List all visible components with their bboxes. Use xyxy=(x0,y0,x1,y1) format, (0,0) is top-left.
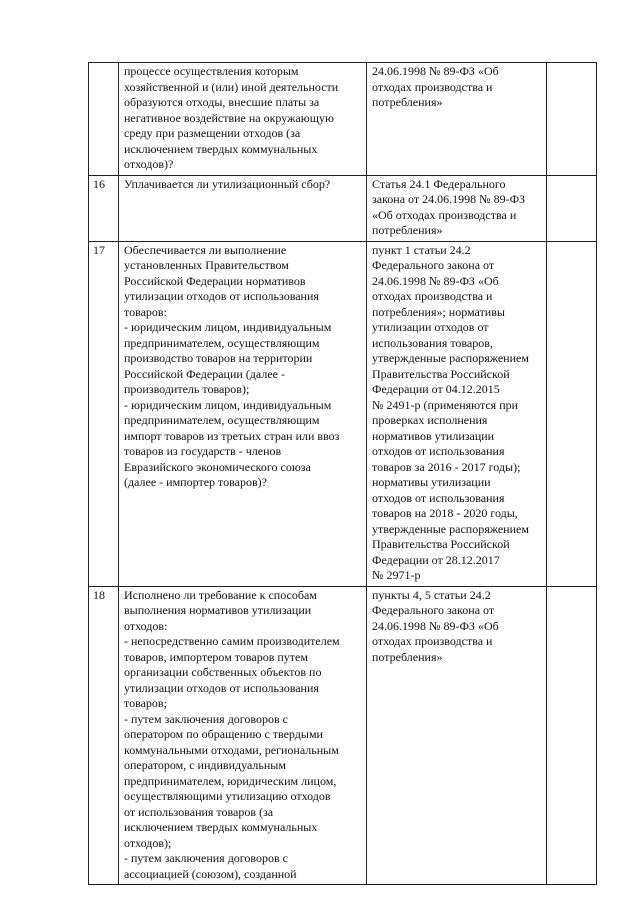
legal-reference-cell: пункт 1 статьи 24.2 Федерального закона от 24.06.1998 № 89-ФЗ «Об отходах производства и потребления»; нормативы утилизации отходов от использования товаров, утвержденные распоряжением Правительства Российской Федерации от 04.12.2015 № 2491-р (применяются при проверках исполнения нормативов утилизации отходов от использования товаров за 2016 - 2017 годы); нормативы утилизации отходов от использования товаров на 2018 - 2020 годы, утвержденные распоряжением Правительства Российской Федерации от 28.12.2017 № 2971-р xyxy=(367,241,547,586)
note-cell xyxy=(547,175,597,241)
table-row xyxy=(89,586,597,885)
checklist-table xyxy=(88,62,597,885)
legal-reference-cell: пункты 4, 5 статьи 24.2 Федерального закона от 24.06.1998 № 89-ФЗ «Об отходах производства и потребления» xyxy=(367,586,547,885)
note-cell xyxy=(547,586,597,885)
legal-reference-cell: 24.06.1998 № 89-ФЗ «Об отходах производства и потребления» xyxy=(367,63,547,176)
row-number-cell xyxy=(89,63,119,176)
table-row xyxy=(89,175,597,241)
legal-reference-cell: Статья 24.1 Федерального закона от 24.06.1998 № 89-ФЗ «Об отходах производства и потребления» xyxy=(367,175,547,241)
row-number-cell: 18 xyxy=(89,586,119,885)
note-cell xyxy=(547,241,597,586)
question-cell: Обеспечивается ли выполнение установленных Правительством Российской Федерации нормативов утилизации отходов от использования товаров: - юридическим лицом, индивидуальным предпринимателем, осуществляющим производство товаров на территории Российской Федерации (далее - производитель товаров); - юридическим лицом, индивидуальным предпринимателем, осуществляющим импорт товаров из третьих стран или ввоз товаров из государств - членов Евразийского экономического союза (далее - импортер товаров)? xyxy=(119,241,367,586)
table-row xyxy=(89,241,597,586)
question-cell: Исполнено ли требование к способам выполнения нормативов утилизации отходов: - непосредственно самим производителем товаров, импортером товаров путем организации собственных объектов по утилизации отходов от использования товаров; - путем заключения договоров с оператором по обращению с твердыми коммунальными отходами, региональным оператором, с индивидуальным предпринимателем, юридическим лицом, осуществляющими утилизацию отходов от использования товаров (за исключением твердых коммунальных отходов); - путем заключения договоров с ассоциацией (союзом), созданной xyxy=(119,586,367,885)
note-cell xyxy=(547,63,597,176)
question-cell: Уплачивается ли утилизационный сбор? xyxy=(119,175,367,241)
row-number-cell: 17 xyxy=(89,241,119,586)
question-cell: процессе осуществления которым хозяйственной и (или) иной деятельности образуются отходы, внесшие платы за негативное воздействие на окружающую среду при размещении отходов (за исключением твердых коммунальных отходов)? xyxy=(119,63,367,176)
row-number-cell: 16 xyxy=(89,175,119,241)
table-row xyxy=(89,63,597,176)
